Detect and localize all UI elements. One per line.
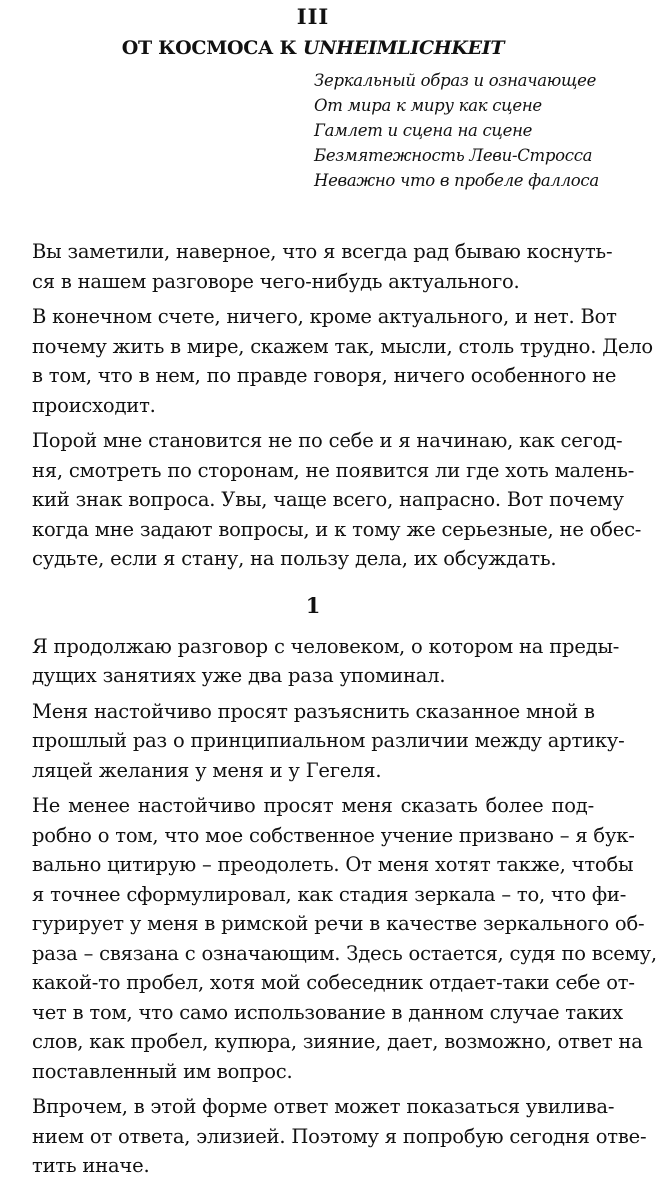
text-line: в том, что в нем, по правде говоря, ничего особенного не: [32, 364, 617, 387]
text-line: робно о том, что мое собственное учение призвано – я бук-: [32, 823, 635, 847]
paragraph: [32, 632, 620, 691]
text-line: почему жить в мире, скажем так, мысли, столь трудно. Дело: [32, 334, 653, 358]
text-line: ся в нашем разговоре чего-нибудь актуального.: [32, 269, 520, 293]
text-line: раза – связана с означающим. Здесь остается, судя по всему,: [32, 941, 657, 965]
chapter-title-plain: ОТ КОСМОСА К: [121, 37, 303, 59]
text-line: Порой мне становится не по себе и я начинаю, как сегод-: [32, 429, 623, 452]
paragraph: [32, 302, 653, 420]
epigraph-line: Неважно что в пробеле фаллоса: [314, 171, 599, 190]
text-line: нием от ответа, элизией. Поэтому я попробую сегодня отве-: [32, 1124, 647, 1148]
text-line: В конечном счете, ничего, кроме актуального, и нет. Вот: [32, 305, 617, 328]
text-line: дущих занятиях уже два раза упоминал.: [32, 664, 446, 687]
paragraph: [32, 1092, 647, 1181]
text-line: Впрочем, в этой форме ответ может показаться увилива-: [32, 1095, 615, 1118]
epigraph-line: От мира к миру как сцене: [314, 96, 542, 115]
paragraph: [32, 791, 657, 1086]
text-line: ляцей желания у меня и у Гегеля.: [32, 758, 382, 782]
epigraph-line: Зеркальный образ и означающее: [314, 71, 597, 90]
text-line: тить иначе.: [32, 1154, 150, 1177]
text-line: судьте, если я стану, на пользу дела, их обсуждать.: [32, 547, 557, 570]
section-number: 1: [305, 592, 321, 618]
paragraph: [32, 697, 625, 786]
text-line: происходит.: [32, 393, 156, 417]
text-line: Вы заметили, наверное, что я всегда рад бываю коснуть-: [32, 240, 613, 263]
text-line: поставленный им вопрос.: [32, 1059, 293, 1083]
paragraph: [32, 426, 642, 574]
paragraph: [32, 237, 613, 296]
chapter-number: III: [296, 4, 330, 29]
text-line: чет в том, что само использование в данном случае таких: [32, 1000, 623, 1024]
epigraph-line: Гамлет и сцена на сцене: [314, 121, 533, 140]
text-line: слов, как пробел, купюра, зияние, дает, возможно, ответ на: [32, 1030, 643, 1053]
text-line: я точнее сформулировал, как стадия зеркала – то, что фи-: [32, 882, 627, 906]
text-line: Я продолжаю разговор с человеком, о котором на преды-: [32, 634, 620, 658]
text-line: вально цитирую – преодолеть. От меня хотят также, чтобы: [32, 853, 634, 876]
text-line: гурирует у меня в римской речи в качестве зеркального об-: [32, 912, 645, 935]
epigraph: [314, 64, 599, 193]
text-line: прошлый раз о принципиальном различии между артику-: [32, 729, 625, 752]
text-line: ня, смотреть по сторонам, не появится ли где хоть малень-: [32, 458, 635, 482]
text-line: когда мне задают вопросы, и к тому же серьезные, не обес-: [32, 517, 642, 541]
text-line: кий знак вопроса. Увы, чаще всего, напрасно. Вот почему: [32, 488, 624, 511]
chapter-title-italic: UNHEIMLICHKEIT: [302, 37, 505, 59]
main-text: [32, 237, 657, 1181]
text-line: Не менее настойчиво просят меня сказать более под-: [32, 794, 594, 817]
epigraph-line: Безмятежность Леви-Стросса: [314, 146, 593, 165]
text-line: какой-то пробел, хотя мой собеседник отдает-таки себе от-: [32, 971, 635, 994]
text-line: Меня настойчиво просят разъяснить сказанное мной в: [32, 699, 595, 723]
chapter-title: [32, 32, 594, 64]
